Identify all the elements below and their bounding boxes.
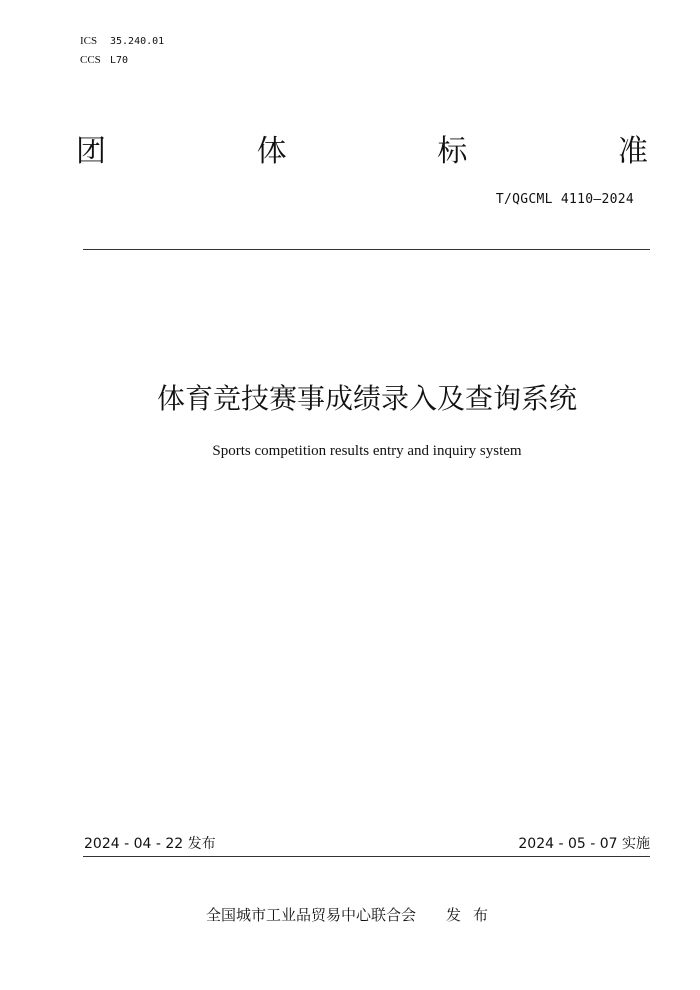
ccs-label: CCS — [80, 54, 101, 66]
standard-type-char: 准 — [617, 134, 648, 169]
publish-date: 2024 - 04 - 22 发布 — [84, 836, 216, 852]
ics-label: ICS — [80, 35, 98, 47]
standard-number: T/QGCML 4110—2024 — [495, 192, 634, 207]
ccs-row — [80, 53, 128, 68]
standard-type-char: 团 — [76, 134, 106, 169]
top-divider — [83, 249, 650, 250]
publisher-name: 全国城市工业品贸易中心联合会 — [206, 906, 417, 924]
ccs-value: L70 — [110, 55, 129, 66]
document-title-en: Sports competition results entry and inquiry system — [212, 443, 522, 459]
bottom-divider — [83, 856, 650, 857]
standard-type-heading — [76, 134, 648, 170]
implement-date: 2024 - 05 - 07 实施 — [518, 836, 650, 852]
publisher-line — [206, 905, 500, 925]
ics-value: 35.240.01 — [110, 36, 165, 47]
standard-type-char: 体 — [256, 134, 287, 169]
publisher-action: 发布 — [446, 906, 501, 924]
document-title-zh: 体育竞技赛事成绩录入及查询系统 — [156, 382, 577, 415]
ics-row — [80, 34, 164, 49]
standard-type-char: 标 — [437, 134, 468, 169]
